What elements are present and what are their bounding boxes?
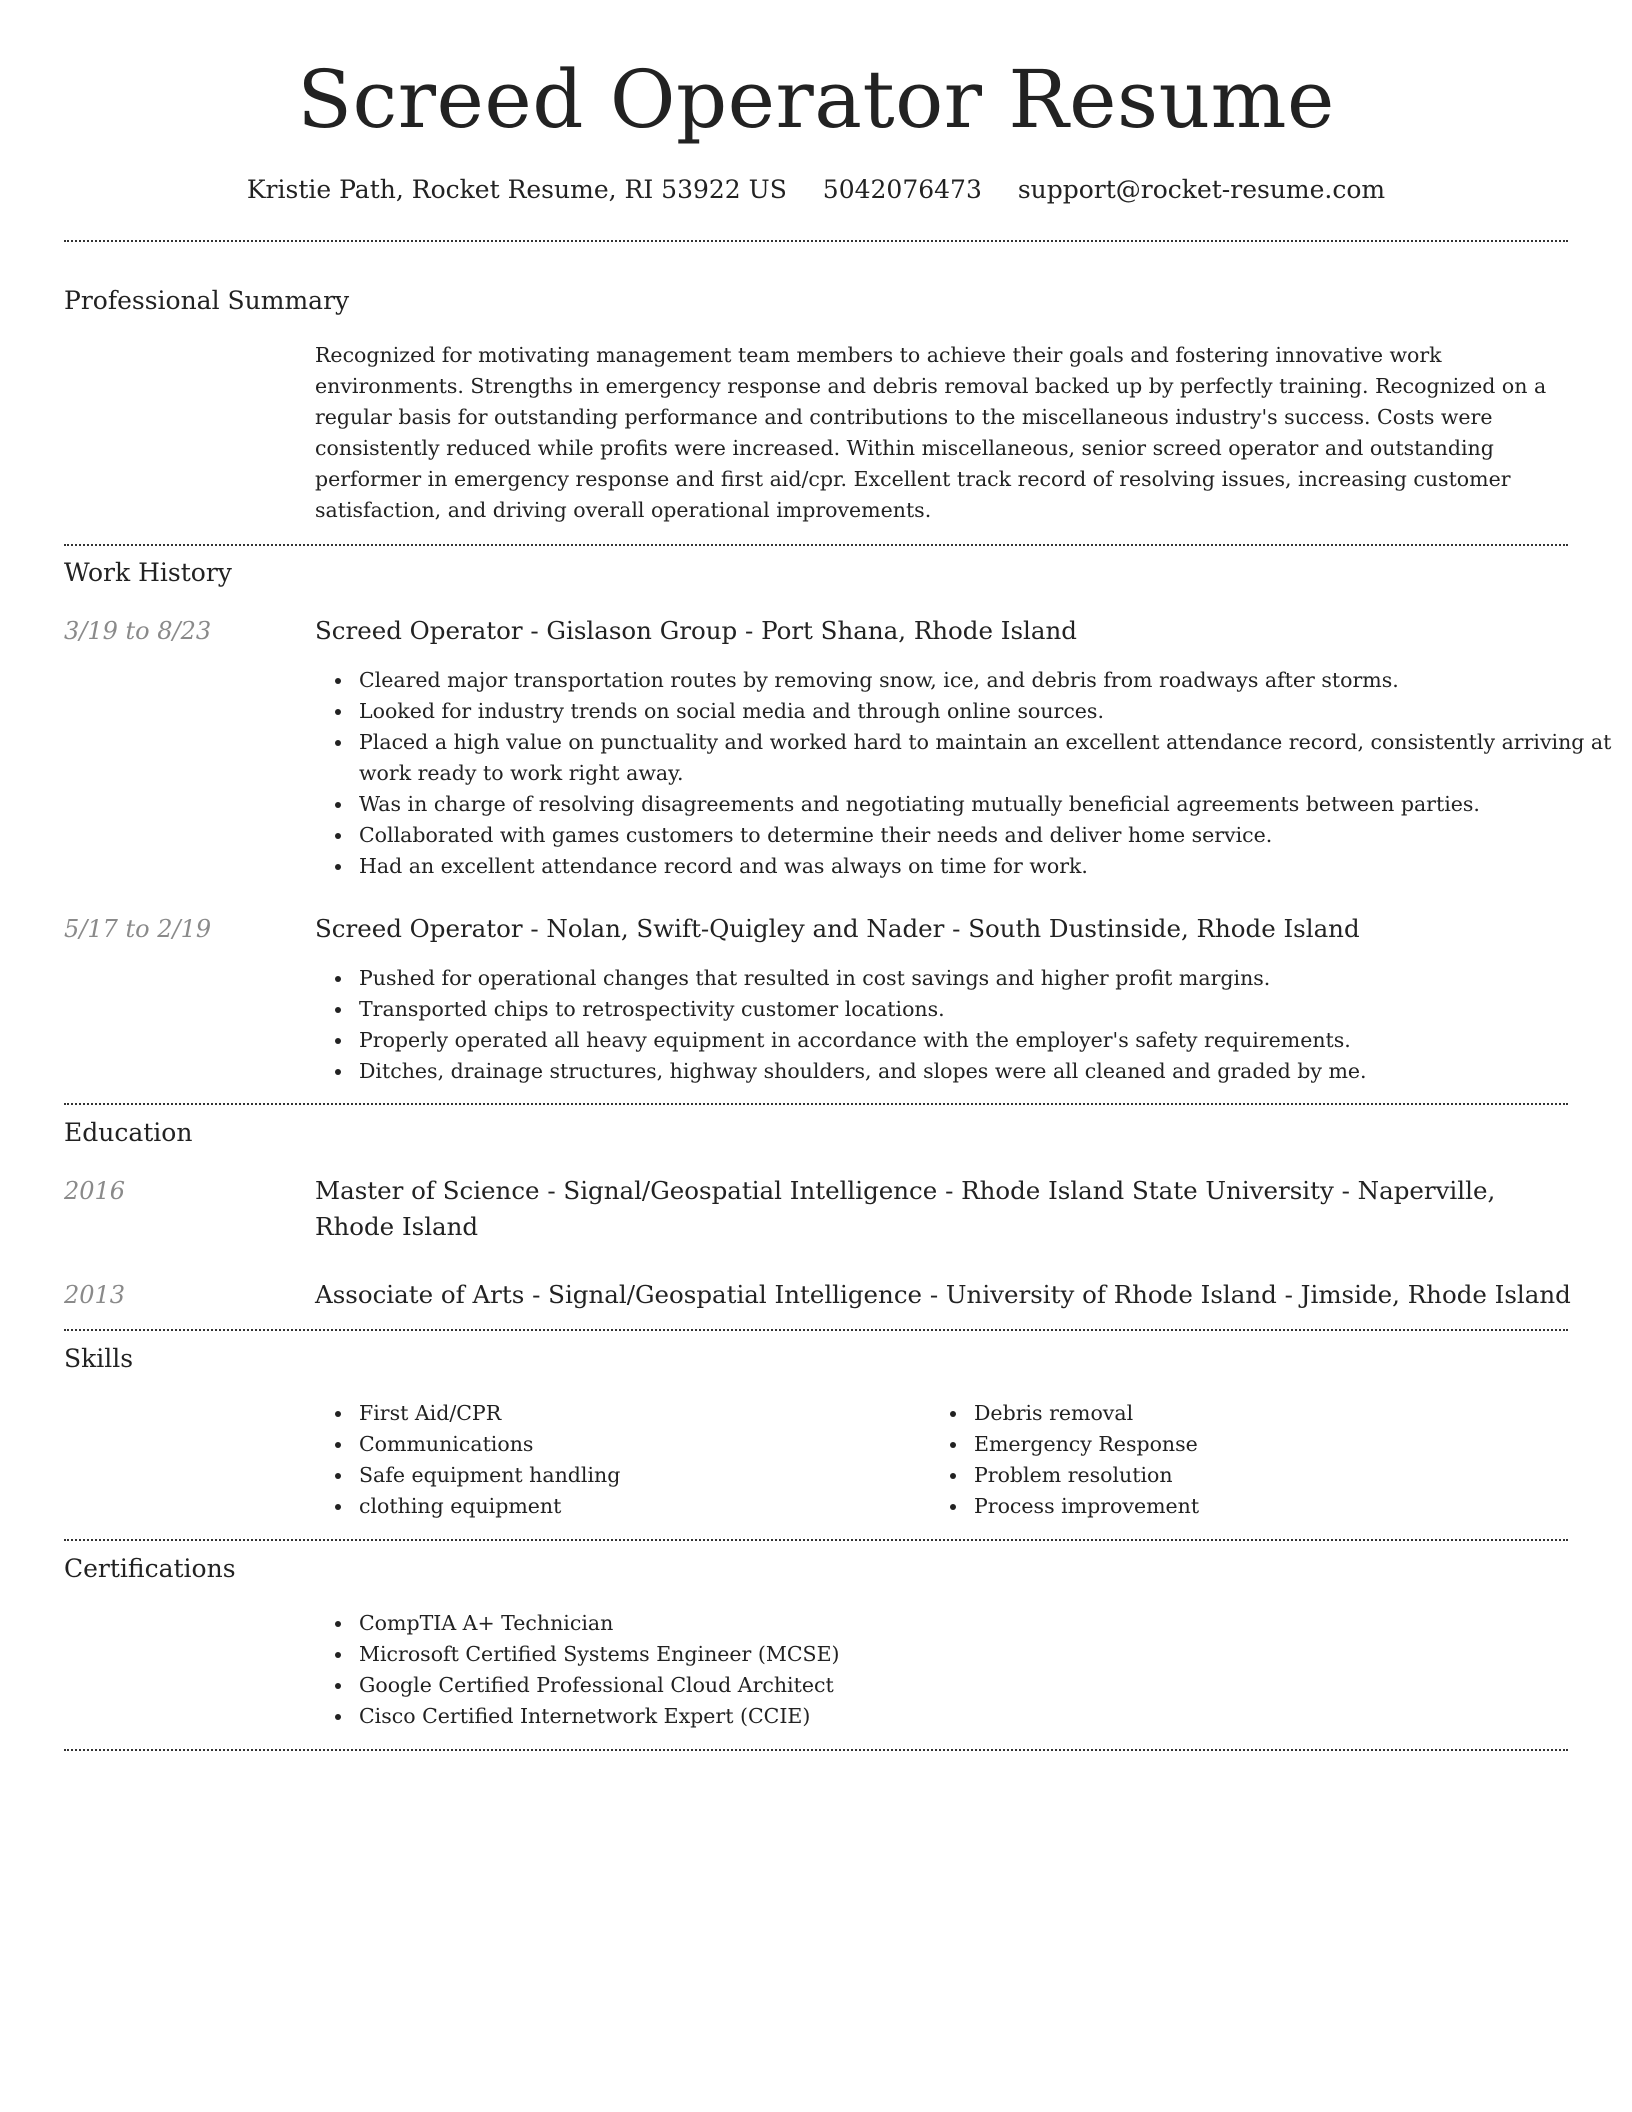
list-item: Cisco Certified Internetwork Expert (CCIE) <box>359 1701 1619 1732</box>
list-item: Microsoft Certified Systems Engineer (MCSE) <box>359 1639 1619 1670</box>
list-item: Placed a high value on punctuality and worked hard to maintain an excellent attendance record, consistently arriving at work ready to work right away. <box>359 727 1619 789</box>
job-title: Screed Operator - Nolan, Swift-Quigley and Nader - South Dustinside, Rhode Island <box>315 914 1360 943</box>
list-item: Communications <box>359 1429 959 1460</box>
contact-line <box>0 170 1632 210</box>
summary-text: Recognized for motivating management team members to achieve their goals and fostering innovative work environments. Strengths in emergency response and debris removal backed up by perfectly training. Recognized on a regular basis for outstanding performance and contributions to the miscellaneous industry's success. Costs were consistently reduced while profits were increased. Within miscellaneous, senior screed operator and outstanding performer in emergency response and first aid/cpr. Excellent track record of resolving issues, increasing customer satisfaction, and driving overall operational improvements. <box>315 343 1547 522</box>
list-item: Transported chips to retrospectivity customer locations. <box>359 994 1619 1025</box>
list-item: Properly operated all heavy equipment in accordance with the employer's safety requirements. <box>359 1025 1619 1056</box>
contact-address: Kristie Path, Rocket Resume, RI 53922 US <box>246 175 787 204</box>
certifications-heading: Certifications <box>64 1554 236 1583</box>
list-item: Pushed for operational changes that resulted in cost savings and higher profit margins. <box>359 963 1619 994</box>
list-item: Process improvement <box>974 1491 1574 1522</box>
education-details: - University of Rhode Island - Jimside, Rhode Island <box>922 1280 1571 1309</box>
education-entry <box>315 1277 1575 1313</box>
list-item: Safe equipment handling <box>359 1460 959 1491</box>
contact-phone: 5042076473 <box>822 175 982 204</box>
education-heading: Education <box>64 1118 193 1147</box>
divider <box>64 1329 1568 1331</box>
divider <box>64 544 1568 546</box>
divider <box>64 240 1568 242</box>
contact-email: support@rocket-resume.com <box>1017 175 1386 204</box>
summary-heading: Professional Summary <box>64 286 350 315</box>
job-duties-list <box>315 665 1619 882</box>
divider <box>64 1749 1568 1751</box>
skills-list-left <box>315 1398 959 1522</box>
job-dates: 3/19 to 8/23 <box>64 617 212 645</box>
job-title: Screed Operator - Gislason Group - Port Shana, Rhode Island <box>315 616 1077 645</box>
resume-title: Screed Operator Resume <box>297 53 1335 146</box>
list-item: Looked for industry trends on social media and through online sources. <box>359 696 1619 727</box>
work-heading: Work History <box>64 558 232 587</box>
list-item: clothing equipment <box>359 1491 959 1522</box>
education-degree: Associate of Arts - Signal/Geospatial Intelligence <box>315 1280 923 1309</box>
education-entry <box>315 1173 1575 1245</box>
certifications-list <box>315 1608 1619 1732</box>
list-item: Problem resolution <box>974 1460 1574 1491</box>
skills-list-right <box>930 1398 1574 1522</box>
list-item: Google Certified Professional Cloud Architect <box>359 1670 1619 1701</box>
list-item: First Aid/CPR <box>359 1398 959 1429</box>
divider <box>64 1103 1568 1105</box>
skills-heading: Skills <box>64 1344 134 1373</box>
list-item: Cleared major transportation routes by removing snow, ice, and debris from roadways after storms. <box>359 665 1619 696</box>
education-year: 2013 <box>64 1281 126 1309</box>
divider <box>64 1539 1568 1541</box>
job-dates: 5/17 to 2/19 <box>64 915 212 943</box>
list-item: Ditches, drainage structures, highway shoulders, and slopes were all cleaned and graded by me. <box>359 1056 1619 1087</box>
list-item: Collaborated with games customers to determine their needs and deliver home service. <box>359 820 1619 851</box>
list-item: Emergency Response <box>974 1429 1574 1460</box>
education-year: 2016 <box>64 1177 126 1205</box>
list-item: Had an excellent attendance record and was always on time for work. <box>359 851 1619 882</box>
job-duties-list <box>315 963 1619 1087</box>
education-details: - Rhode Island State University - Naperville, Rhode Island <box>315 1176 1496 1241</box>
list-item: CompTIA A+ Technician <box>359 1608 1619 1639</box>
list-item: Debris removal <box>974 1398 1574 1429</box>
education-degree: Master of Science - Signal/Geospatial Intelligence <box>315 1176 938 1205</box>
list-item: Was in charge of resolving disagreements and negotiating mutually beneficial agreements between parties. <box>359 789 1619 820</box>
